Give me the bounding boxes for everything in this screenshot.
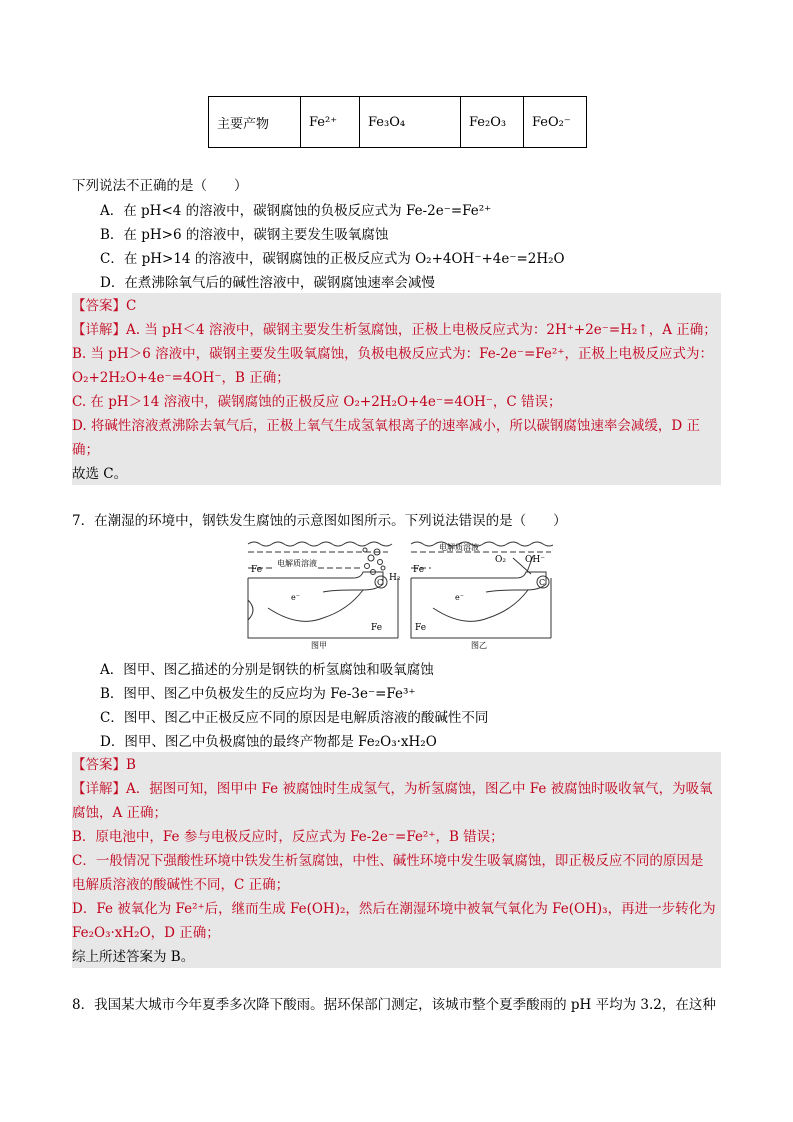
fig-label: Fe: [251, 565, 263, 575]
question-stem: 下列说法不正确的是（ ）: [72, 178, 248, 194]
table-cell: FeO₂⁻: [524, 97, 587, 148]
detail-text: O₂+2H₂O+4e⁻=4OH⁻，B 正确；: [72, 370, 290, 386]
fig-label: Fe: [415, 623, 427, 633]
detail-line: [72, 781, 713, 797]
detail-text: C．一般情况下强酸性环境中铁发生析氢腐蚀，中性、碱性环境中发生吸氧腐蚀，即正极反应不同的原因是: [72, 853, 704, 869]
detail-text: 腐蚀，A 正确；: [72, 805, 168, 821]
conclusion: 综上所述答案为 B。: [72, 949, 195, 965]
detail-text: Fe₂O₃·xH₂O，D 正确；: [72, 925, 220, 941]
fig-label: 电解质溶液: [439, 543, 479, 552]
option-d: D．在煮沸除氧气后的碱性溶液中，碳钢腐蚀速率会减慢: [100, 275, 435, 291]
question-stem: 7．在潮湿的环境中，钢铁发生腐蚀的示意图如图所示。下列说法错误的是（ ）: [72, 513, 567, 529]
detail-text: 确；: [72, 442, 99, 458]
option-c: C．图甲、图乙中正极反应不同的原因是电解质溶液的酸碱性不同: [100, 710, 489, 726]
table-cell: Fe₃O₄: [360, 97, 461, 148]
detail-text: A. 当 pH＜4 溶液中，碳钢主要发生析氢腐蚀，正极上电极反应式为：2H⁺+2e⁻=H₂↑，A 正确；: [126, 322, 717, 338]
fig-label: O₂: [495, 555, 506, 565]
detail-text: D．Fe 被氧化为 Fe²⁺后，继而生成 Fe(OH)₂，然后在潮湿环境中被氧气氧化为 Fe(OH)₃，再进一步转化为: [72, 901, 716, 917]
table-cell: Fe₂O₃: [461, 97, 524, 148]
fig-caption: 图乙: [471, 641, 487, 650]
table-row: [209, 97, 587, 148]
corrosion-diagram: [243, 538, 553, 650]
fig-label: e⁻: [455, 593, 464, 602]
conclusion: 故选 C。: [72, 466, 128, 482]
fig-label: 电解质溶液: [277, 559, 317, 568]
detail-label: 【详解】: [72, 781, 126, 797]
option-a: A．在 pH<4 的溶液中，碳钢腐蚀的负极反应式为 Fe-2e⁻=Fe²⁺: [100, 203, 492, 219]
detail-line: [72, 322, 717, 338]
detail-text: B．原电池中，Fe 参与电极反应时，反应式为 Fe-2e⁻=Fe²⁺，B 错误；: [72, 829, 504, 845]
question-stem: 8．我国某大城市今年夏季多次降下酸雨。据环保部门测定，该城市整个夏季酸雨的 pH 平均为 3.2，在这种: [72, 997, 716, 1013]
detail-text: B. 当 pH＞6 溶液中，碳钢主要发生吸氧腐蚀，负极电极反应式为：Fe-2e⁻=Fe²⁺，正极上电极反应式为：: [72, 346, 713, 362]
detail-text: A．据图可知，图甲中 Fe 被腐蚀时生成氢气，为析氢腐蚀，图乙中 Fe 被腐蚀时吸收氧气，为吸氧: [126, 781, 713, 797]
table-header-cell: 主要产物: [209, 97, 301, 148]
fig-label: Fe: [413, 565, 425, 575]
option-c: C．在 pH>14 的溶液中，碳钢腐蚀的正极反应式为 O₂+4OH⁻+4e⁻=2H₂O: [100, 251, 565, 267]
option-d: D．图甲、图乙中负极腐蚀的最终产物都是 Fe₂O₃·xH₂O: [100, 734, 437, 750]
fig-label: C: [377, 578, 384, 587]
option-a: A．图甲、图乙描述的分别是钢铁的析氢腐蚀和吸氧腐蚀: [100, 662, 434, 678]
detail-text: 电解质溶液的酸碱性不同，C 正确；: [72, 877, 290, 893]
detail-text: D. 将碱性溶液煮沸除去氧气后，正极上氧气生成氢氧根离子的速率减小，所以碳钢腐蚀速率会减缓，D 正: [72, 418, 701, 434]
answer-label: 【答案】B: [72, 757, 136, 773]
detail-text: C. 在 pH＞14 溶液中，碳钢腐蚀的正极反应 O₂+2H₂O+4e⁻=4OH⁻，C 错误；: [72, 394, 562, 410]
fig-label: e⁻: [291, 593, 300, 602]
detail-label: 【详解】: [72, 322, 126, 338]
fig-label: Fe: [371, 623, 383, 633]
fig-label: C: [539, 578, 546, 587]
answer-label: 【答案】C: [72, 298, 137, 314]
option-b: B．在 pH>6 的溶液中，碳钢主要发生吸氧腐蚀: [100, 227, 389, 243]
table-cell: Fe²⁺: [301, 97, 360, 148]
corrosion-figure: [243, 538, 553, 650]
option-b: B．图甲、图乙中负极发生的反应均为 Fe-3e⁻=Fe³⁺: [100, 686, 416, 702]
fig-label: H₂: [389, 573, 401, 583]
fig-label: OH⁻: [525, 555, 545, 565]
fig-caption: 图甲: [311, 641, 327, 650]
product-table: [208, 96, 587, 148]
